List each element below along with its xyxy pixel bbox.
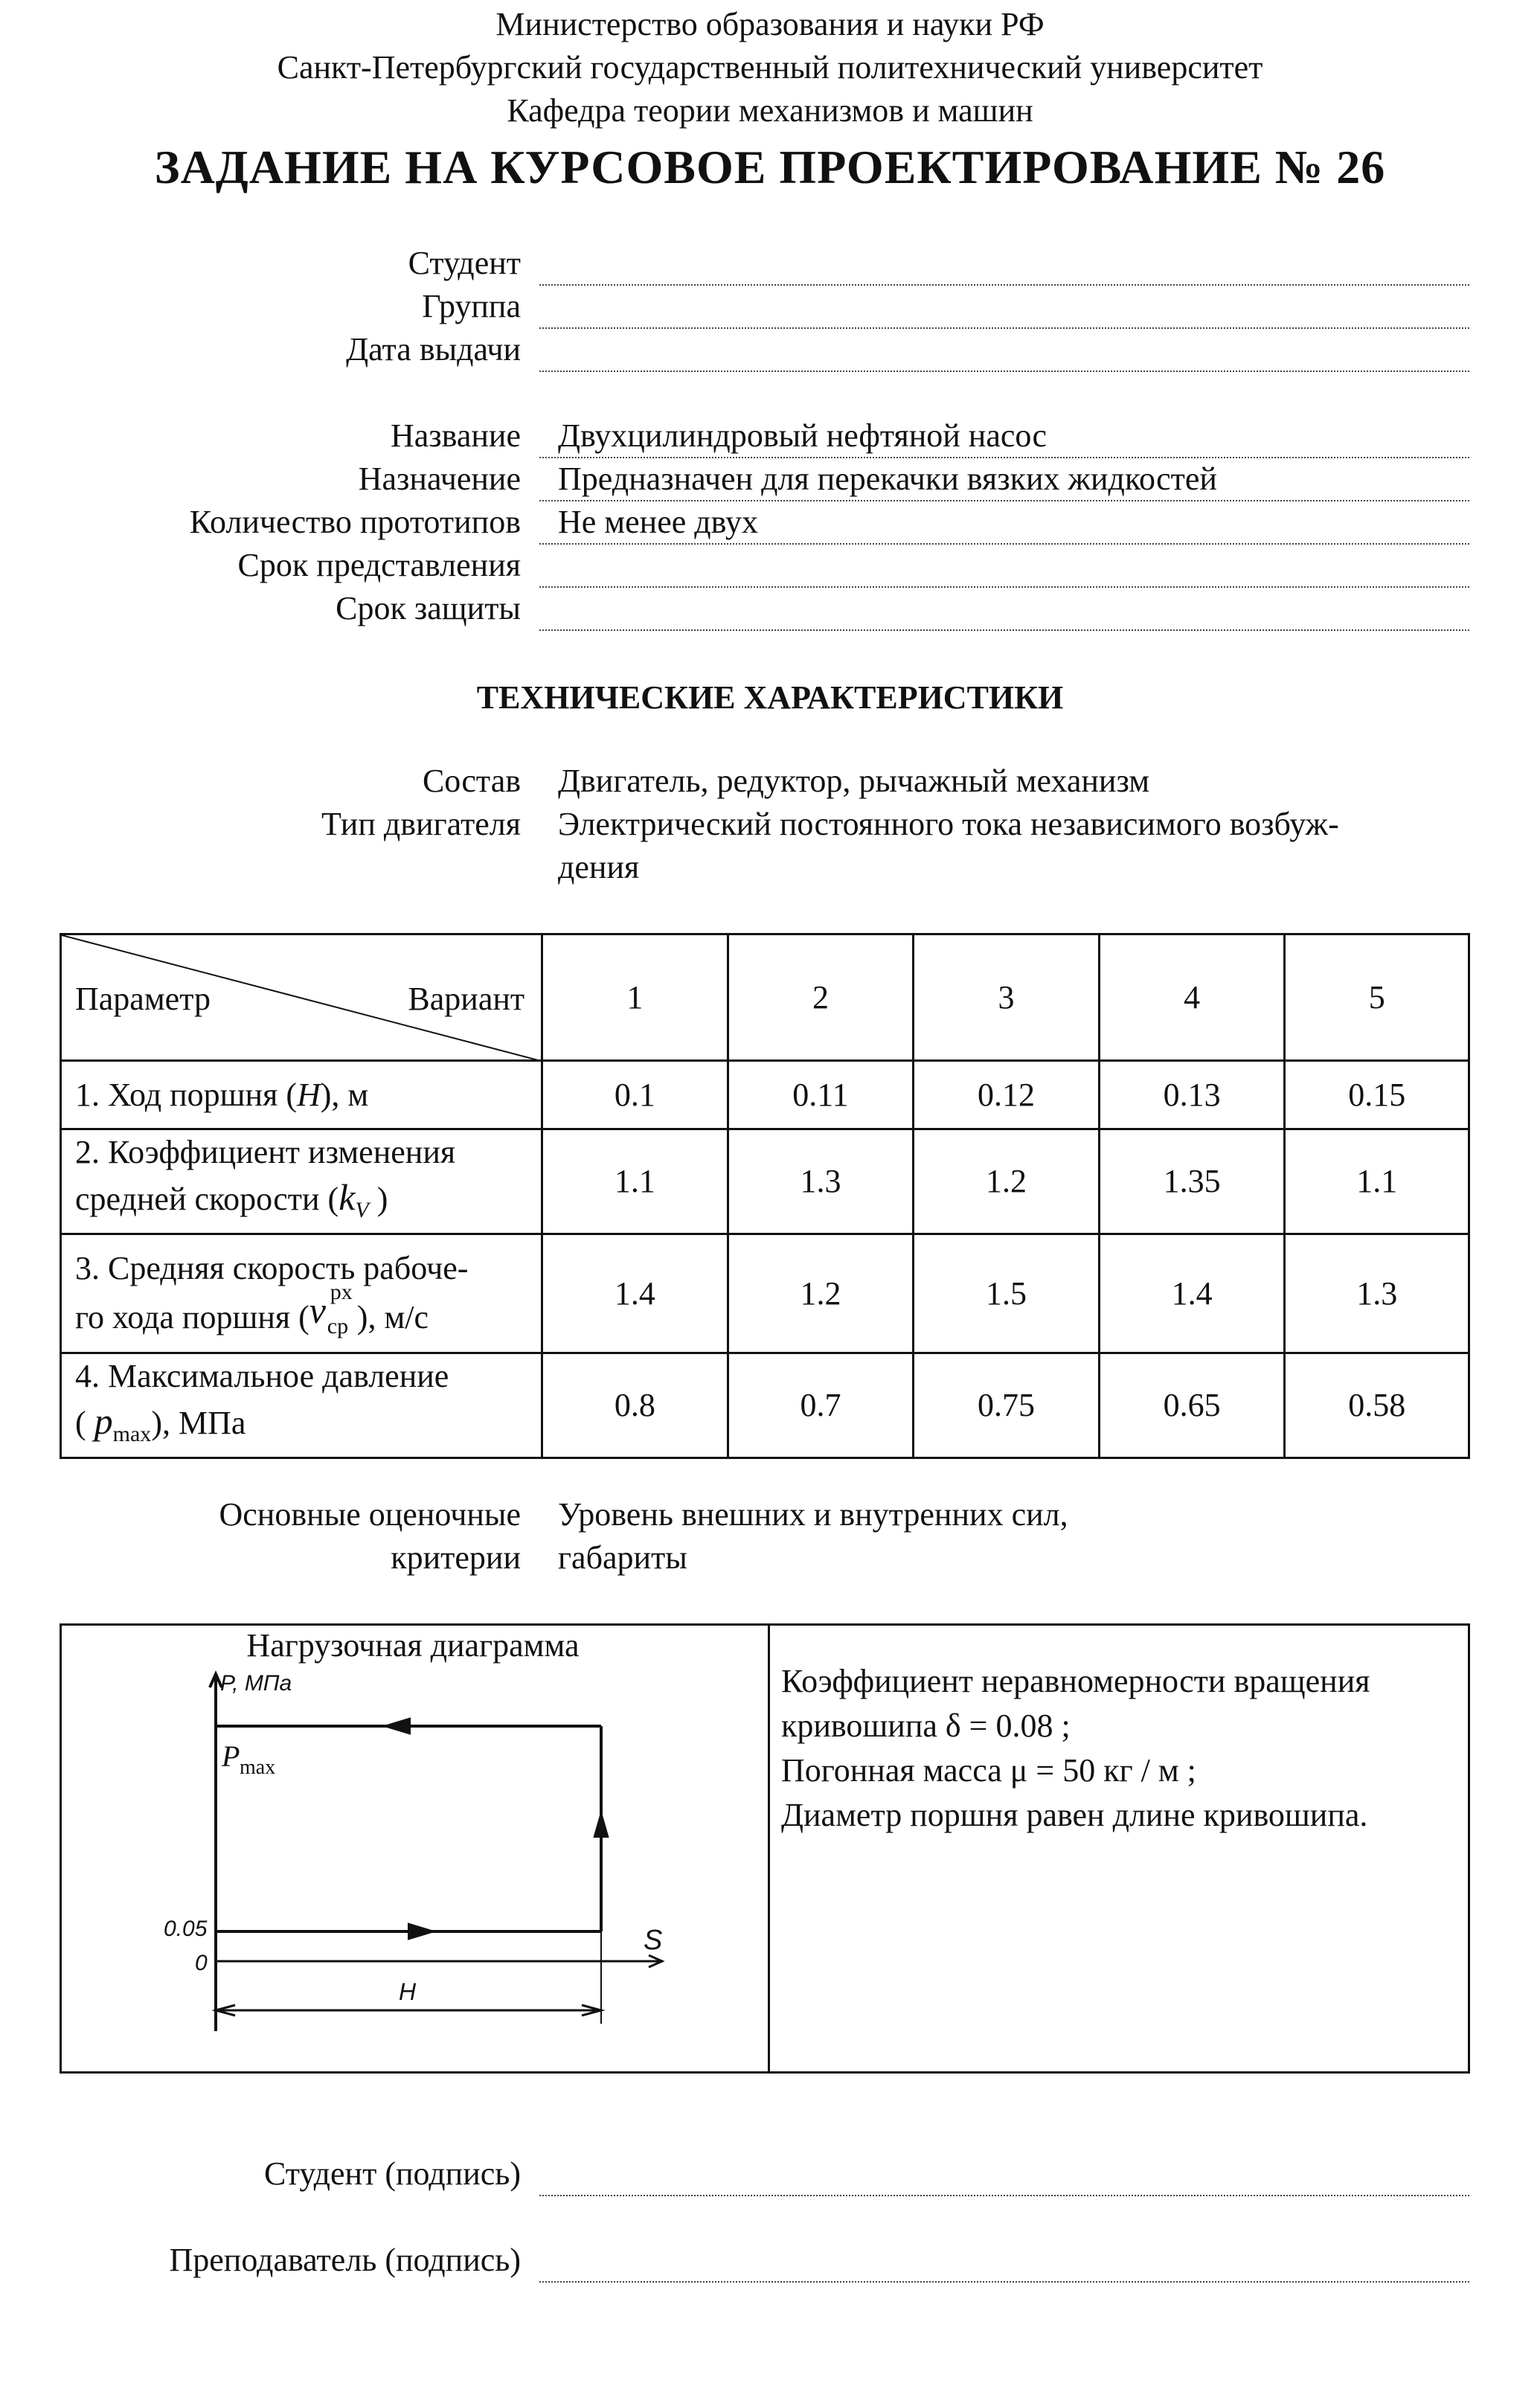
table-header-row	[61, 934, 1469, 1061]
prototypes-line	[539, 543, 1469, 545]
page-title: ЗАДАНИЕ НА КУРСОВОЕ ПРОЕКТИРОВАНИЕ № 26	[154, 141, 1386, 193]
submit-deadline-field[interactable]	[539, 586, 1469, 588]
param-value: 0.15	[1285, 1061, 1469, 1129]
param-value: 1.1	[1285, 1129, 1469, 1234]
param-name	[61, 1234, 542, 1353]
param-symbol: v	[309, 1289, 326, 1332]
composition-label: Состав	[422, 763, 521, 799]
param-value: 0.65	[1099, 1353, 1285, 1458]
student-signature-label: Студент (подпись)	[264, 2155, 521, 2192]
defense-deadline-field[interactable]	[539, 629, 1469, 631]
param-value: 1.5	[914, 1234, 1100, 1353]
param-value: 1.1	[542, 1129, 728, 1234]
note-line-2: кривошипа δ = 0.08 ;	[781, 1707, 1071, 1744]
param-text: 2. Коэффициент изменения	[75, 1134, 456, 1170]
param-text: 1. Ход поршня (	[75, 1076, 297, 1113]
purpose-line	[539, 500, 1469, 501]
low-level-label: 0.05	[164, 1917, 208, 1941]
issue-date-field[interactable]	[539, 371, 1469, 372]
purpose-value: Предназначен для перекачки вязких жидкостей	[558, 461, 1217, 497]
teacher-signature-label: Преподаватель (подпись)	[169, 2242, 521, 2278]
pmax-label: P	[222, 1739, 240, 1773]
param-symbol: H	[297, 1076, 321, 1113]
note-line-4: Диаметр поршня равен длине кривошипа.	[781, 1797, 1368, 1833]
velocity-symbol	[309, 1280, 357, 1339]
right-arrow-icon	[409, 1925, 431, 1938]
variant-header: 4	[1099, 934, 1285, 1061]
param-unit: )	[368, 1181, 388, 1217]
composition-value: Двигатель, редуктор, рычажный механизм	[558, 763, 1150, 799]
param-value: 0.12	[914, 1061, 1100, 1129]
left-arrow-icon	[387, 1719, 409, 1733]
student-field[interactable]	[539, 284, 1469, 286]
corner-variant-label: Вариант	[408, 981, 525, 1017]
specs-heading: ТЕХНИЧЕСКИЕ ХАРАКТЕРИСТИКИ	[476, 679, 1064, 716]
param-value: 0.11	[728, 1061, 914, 1129]
group-field[interactable]	[539, 327, 1469, 329]
table-row	[61, 1353, 1469, 1458]
param-symbol: k	[339, 1176, 356, 1218]
student-signature-field[interactable]	[539, 2195, 1469, 2196]
zero-label: 0	[195, 1951, 208, 1975]
university-line: Санкт-Петербургский государственный политехнический университет	[277, 49, 1263, 86]
param-subscript: V	[355, 1197, 369, 1222]
param-symbol: p	[94, 1399, 113, 1442]
param-name	[61, 1353, 542, 1458]
diagram-divider	[768, 1623, 770, 2074]
y-axis-label: P, МПа	[220, 1671, 292, 1696]
teacher-signature-field[interactable]	[539, 2281, 1469, 2283]
table-row	[61, 1234, 1469, 1353]
param-text: средней скорости (	[75, 1181, 339, 1217]
param-value: 1.4	[542, 1234, 728, 1353]
param-value: 1.2	[914, 1129, 1100, 1234]
defense-deadline-label: Срок защиты	[336, 590, 521, 626]
criteria-value-2: габариты	[558, 1539, 687, 1576]
param-value: 0.8	[542, 1353, 728, 1458]
up-arrow-icon	[595, 1815, 607, 1836]
table-row	[61, 1129, 1469, 1234]
x-axis-label: S	[644, 1925, 663, 1956]
engine-type-value-1: Электрический постоянного тока независимого возбуж-	[558, 806, 1339, 842]
submit-deadline-label: Срок представления	[237, 547, 521, 583]
param-value: 0.58	[1285, 1353, 1469, 1458]
param-superscript: рх	[330, 1280, 353, 1305]
variant-header: 1	[542, 934, 728, 1061]
param-value: 0.7	[728, 1353, 914, 1458]
prototypes-label: Количество прототипов	[189, 504, 521, 540]
param-value: 0.1	[542, 1061, 728, 1129]
param-value: 1.2	[728, 1234, 914, 1353]
engine-type-value-2: дения	[558, 849, 640, 885]
param-text: 4. Максимальное давление	[75, 1357, 449, 1394]
note-line-1: Коэффициент неравномерности вращения	[781, 1663, 1370, 1699]
group-label: Группа	[422, 288, 521, 324]
variant-header: 2	[728, 934, 914, 1061]
table-row	[61, 1061, 1469, 1129]
param-value: 1.35	[1099, 1129, 1285, 1234]
issue-date-label: Дата выдачи	[346, 331, 521, 368]
name-line	[539, 457, 1469, 458]
load-diagram	[149, 1667, 684, 2053]
variant-header: 5	[1285, 934, 1469, 1061]
table-corner-cell	[61, 934, 542, 1061]
pmax-subscript: max	[240, 1756, 276, 1779]
prototypes-value: Не менее двух	[558, 504, 758, 540]
department-line: Кафедра теории механизмов и машин	[507, 92, 1033, 129]
variant-header: 3	[914, 934, 1100, 1061]
stroke-label: H	[399, 1978, 417, 2005]
param-value: 0.75	[914, 1353, 1100, 1458]
param-name	[61, 1129, 542, 1234]
param-value: 0.13	[1099, 1061, 1285, 1129]
param-unit: ), МПа	[151, 1404, 246, 1441]
param-value: 1.3	[728, 1129, 914, 1234]
param-value: 1.4	[1099, 1234, 1285, 1353]
param-subscript: ср	[327, 1314, 349, 1339]
ministry-line: Министерство образования и науки РФ	[495, 6, 1045, 42]
purpose-label: Назначение	[358, 461, 521, 497]
param-text: (	[75, 1404, 94, 1441]
student-label: Студент	[408, 245, 521, 281]
param-value: 1.3	[1285, 1234, 1469, 1353]
engine-type-label: Тип двигателя	[321, 806, 521, 842]
criteria-label-2: критерии	[391, 1539, 521, 1576]
name-value: Двухцилиндровый нефтяной насос	[558, 417, 1047, 454]
corner-parameter-label: Параметр	[75, 981, 211, 1017]
name-label: Название	[390, 417, 521, 454]
param-subscript: max	[112, 1421, 152, 1446]
criteria-value-1: Уровень внешних и внутренних сил,	[558, 1496, 1068, 1533]
diagram-title: Нагрузочная диаграмма	[246, 1627, 580, 1664]
param-text: 3. Средняя скорость рабоче-	[75, 1250, 469, 1287]
parameters-table	[60, 933, 1470, 1459]
criteria-label-1: Основные оценочные	[219, 1496, 521, 1533]
param-name	[61, 1061, 542, 1129]
note-line-3: Погонная масса μ = 50 кг / м ;	[781, 1752, 1196, 1789]
param-unit: ), м/с	[356, 1299, 429, 1336]
param-text: го хода поршня (	[75, 1299, 309, 1336]
param-unit: ), м	[320, 1076, 369, 1113]
